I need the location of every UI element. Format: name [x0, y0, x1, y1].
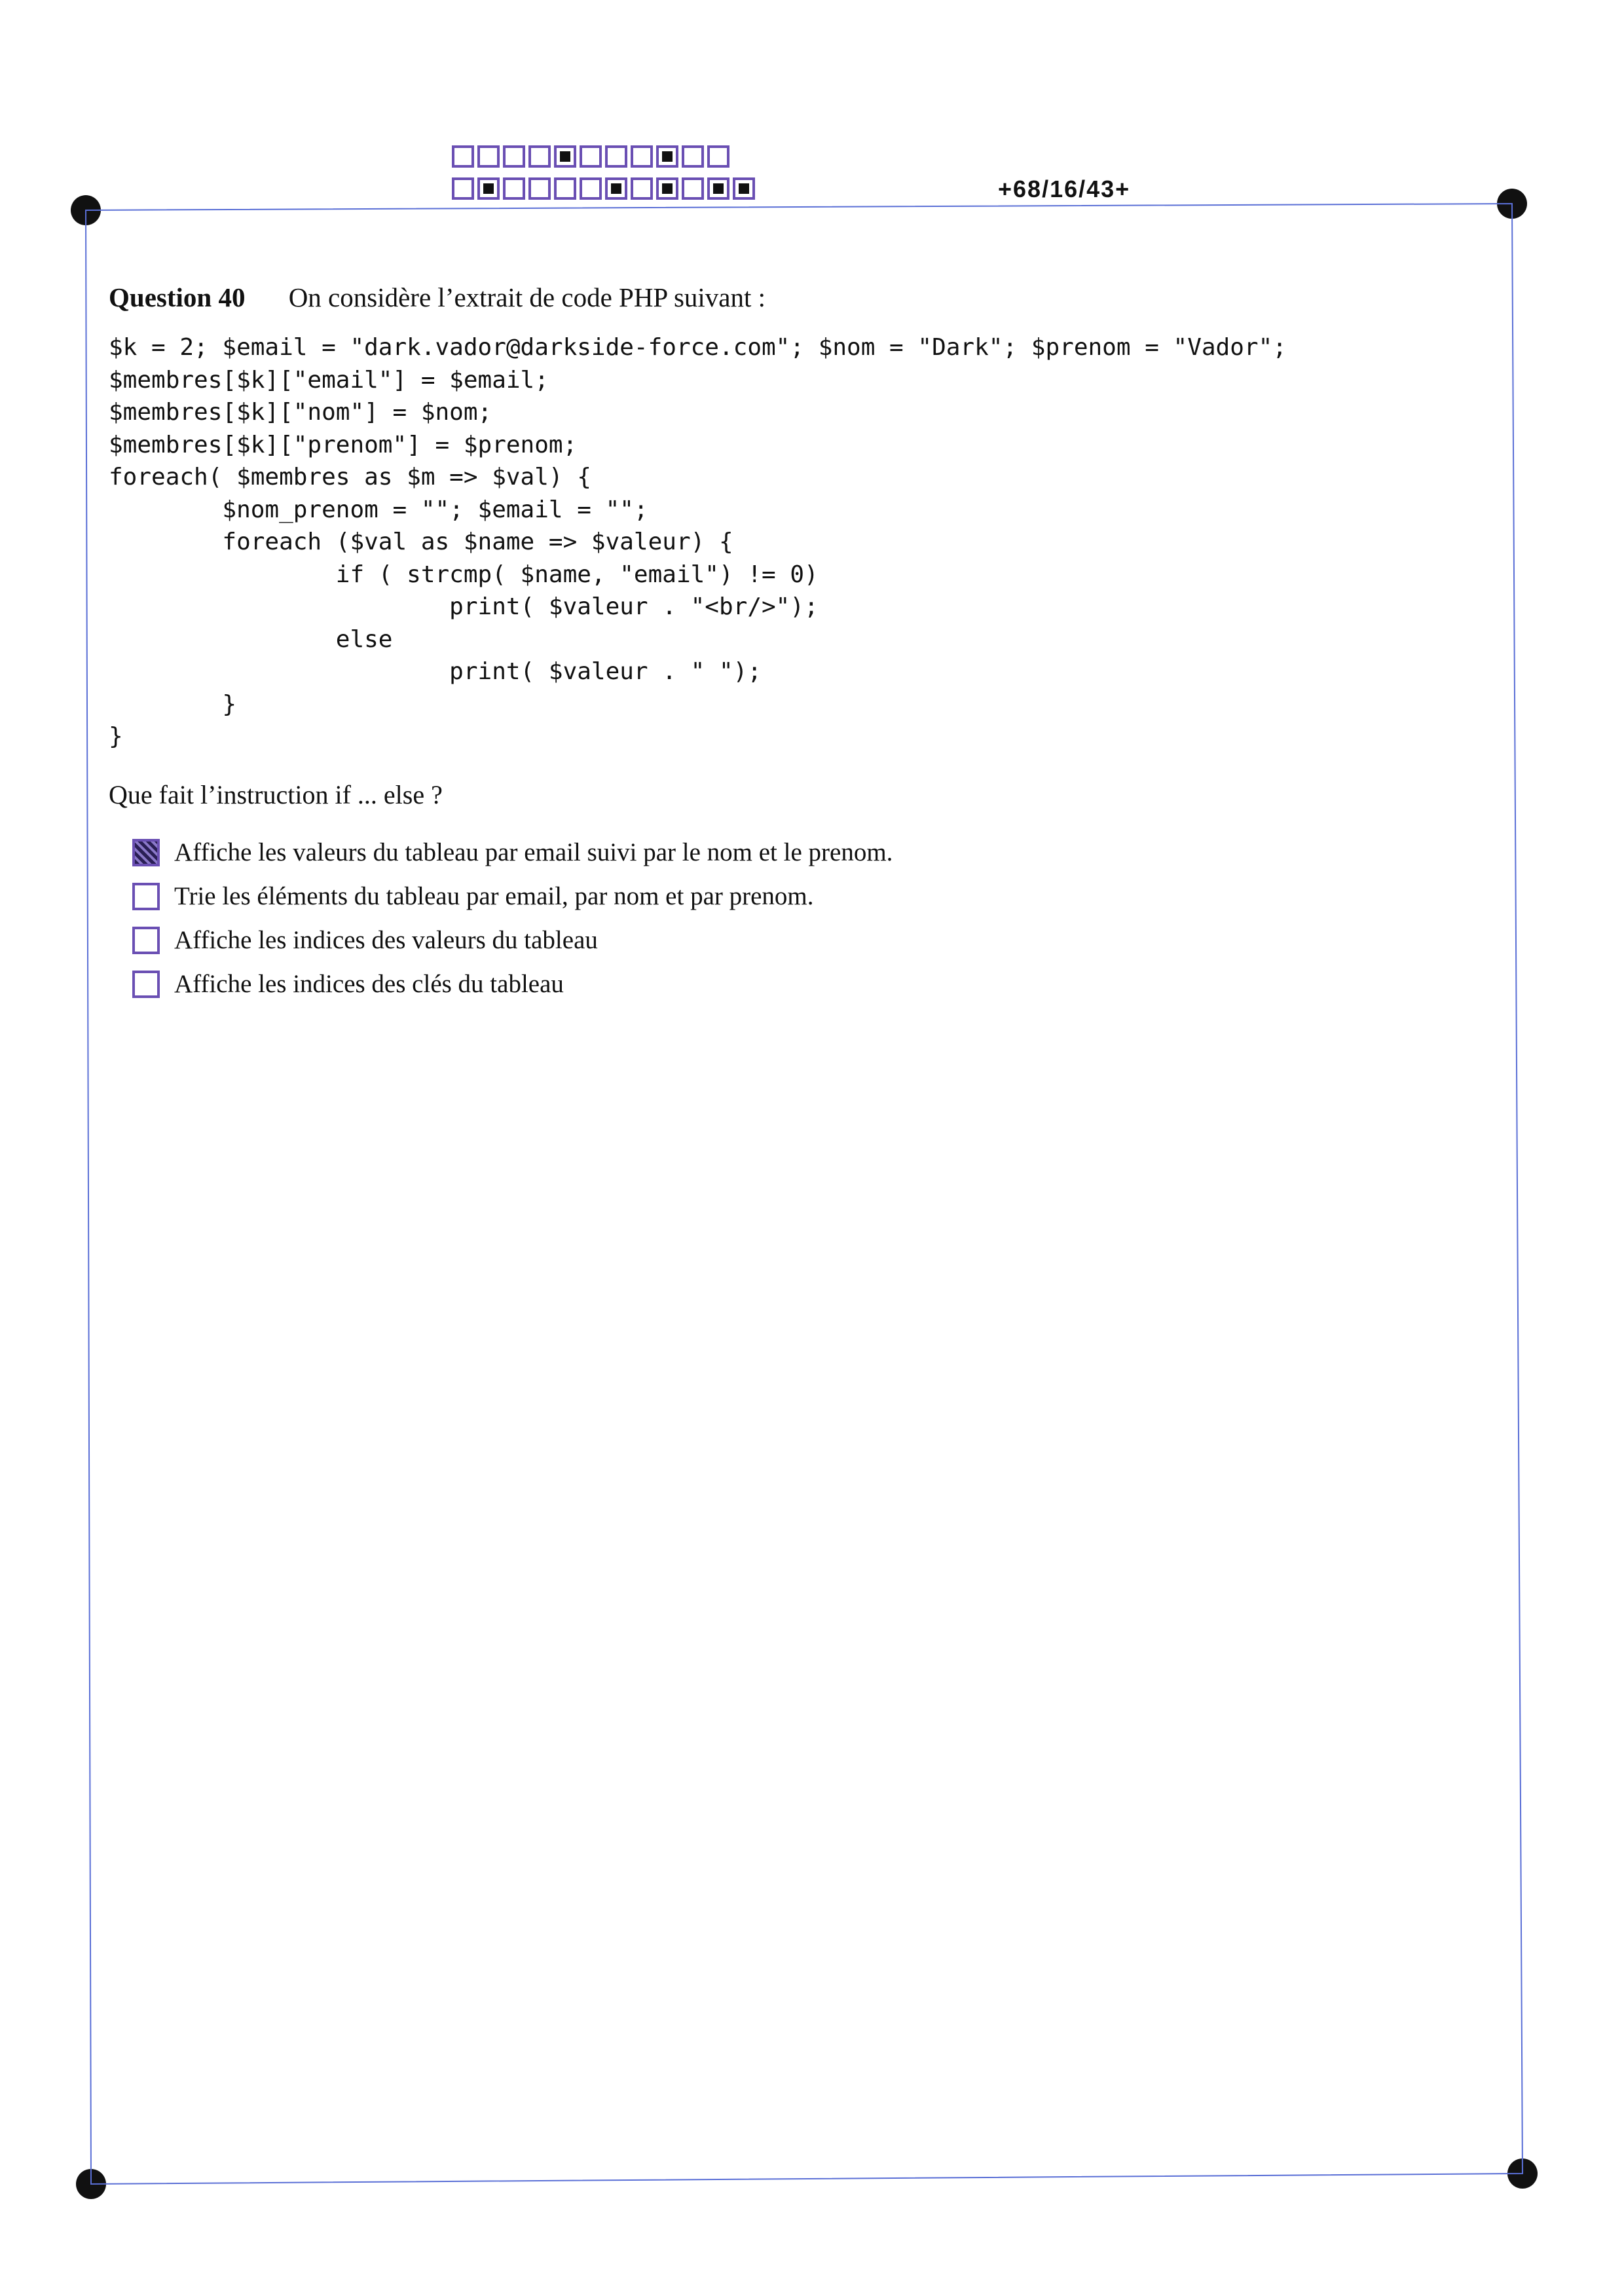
code-row-1-square: [554, 145, 576, 168]
code-row-1-square: [528, 145, 551, 168]
code-row-2-square: [631, 177, 653, 200]
question-intro: On considère l’extrait de code PHP suivant :: [288, 282, 766, 312]
code-row-2-square: [656, 177, 678, 200]
answer-text-1: Affiche les valeurs du tableau par email suivi par le nom et le prenom.: [174, 838, 893, 866]
answer-option-4[interactable]: [132, 962, 893, 1006]
question-label: Question 40: [109, 282, 246, 312]
code-row-2-square: [477, 177, 500, 200]
code-row-2-square: [605, 177, 627, 200]
code-row-2-square: [554, 177, 576, 200]
code-row-2-square: [580, 177, 602, 200]
php-code-block: $k = 2; $email = "dark.vador@darkside-force.com"; $nom = "Dark"; $prenom = "Vador"; $membres[$k]["email"] = $email; $membres[$k]["nom"] = $nom; $membres[$k]["prenom"] = $prenom; foreach( $membres as $m => $val) { $nom_prenom = ""; $email = ""; foreach ($val as $name => $valeur) { if ( strcmp( $name, "email") != 0) print( $valeur . "<br/>"); else print( $valeur . " "); } }: [109, 334, 1287, 750]
code-row-1-square: [580, 145, 602, 168]
code-row-2-square: [503, 177, 525, 200]
answer-text-2: Trie les éléments du tableau par email, par nom et par prenom.: [174, 882, 814, 910]
answer-option-3[interactable]: [132, 918, 893, 962]
corner-mark-bottom-right: [1507, 2158, 1538, 2189]
code-row-1-square: [452, 145, 474, 168]
corner-mark-bottom-left: [76, 2169, 106, 2199]
answer-checkbox-3[interactable]: [132, 927, 160, 954]
page-id: +68/16/43+: [998, 176, 1131, 202]
code-row-1-square: [605, 145, 627, 168]
code-row-1-square: [707, 145, 729, 168]
code-row-1-square: [631, 145, 653, 168]
corner-mark-top-right: [1497, 189, 1527, 219]
answer-text-3: Affiche les indices des valeurs du tableau: [174, 926, 598, 954]
question-header: [109, 282, 766, 313]
code-row-2-square: [682, 177, 704, 200]
question-prompt: Que fait l’instruction if ... else ?: [109, 780, 443, 809]
answer-text-4: Affiche les indices des clés du tableau: [174, 970, 564, 998]
answer-checkbox-4[interactable]: [132, 971, 160, 998]
code-row-2-square: [733, 177, 755, 200]
id-code-row-1: [452, 145, 733, 168]
code-row-2-square: [707, 177, 729, 200]
code-row-2-square: [528, 177, 551, 200]
code-row-2-square: [452, 177, 474, 200]
answer-option-2[interactable]: [132, 874, 893, 918]
answer-option-1[interactable]: [132, 830, 893, 874]
code-row-1-square: [656, 145, 678, 168]
code-row-1-square: [503, 145, 525, 168]
answer-list: [132, 830, 893, 1006]
id-code-row-2: [452, 177, 758, 200]
corner-mark-top-left: [71, 195, 101, 225]
answer-checkbox-2[interactable]: [132, 883, 160, 910]
code-row-1-square: [477, 145, 500, 168]
code-row-1-square: [682, 145, 704, 168]
answer-checkbox-1[interactable]: [132, 839, 160, 866]
